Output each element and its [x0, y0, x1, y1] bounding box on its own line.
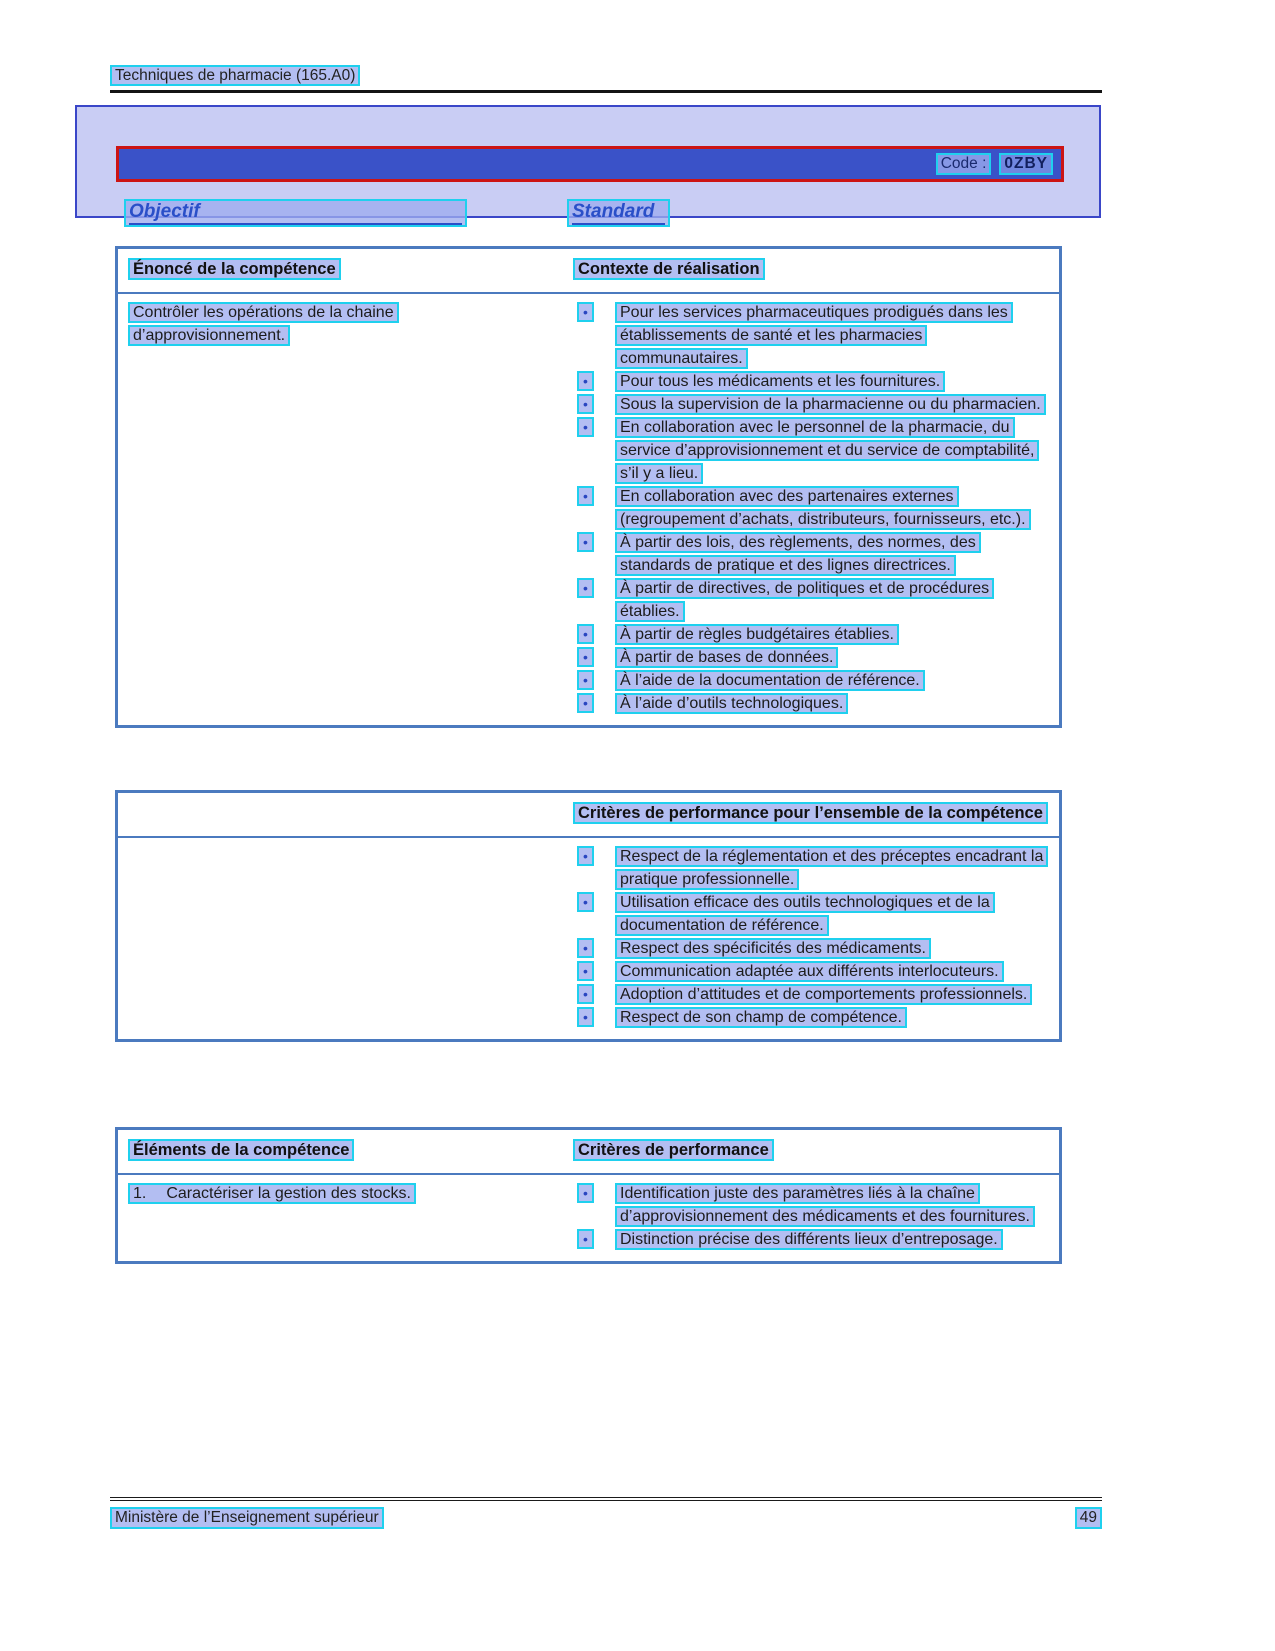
list-item: [573, 577, 1049, 623]
list-item: [573, 891, 1049, 937]
list-item: [573, 937, 1049, 960]
element-item: [128, 1183, 416, 1204]
bullet-text: À partir des lois, des règlements, des normes, des standards de pratique et des lignes directrices.: [615, 532, 981, 576]
bullet-icon: •: [573, 960, 615, 983]
list-item: [573, 692, 1049, 715]
bullet-text: En collaboration avec le personnel de la pharmacie, du service d’approvisionnement et du service de comptabilité, s’il y a lieu.: [615, 417, 1039, 484]
bullet-icon: •: [573, 301, 615, 324]
objectif-heading: Objectif: [129, 201, 462, 225]
table1-header-right: Contexte de réalisation: [573, 258, 765, 280]
bullet-icon: •: [573, 692, 615, 715]
bullet-text: Pour tous les médicaments et les fournitures.: [615, 371, 945, 392]
table2-header-row: [118, 793, 1059, 838]
element-label: Caractériser la gestion des stocks.: [166, 1185, 411, 1202]
page-header-title: Techniques de pharmacie (165.A0): [110, 65, 360, 86]
bullet-icon: •: [573, 983, 615, 1006]
bullet-text: À partir de bases de données.: [615, 647, 838, 668]
list-item: [573, 393, 1049, 416]
bullet-text: Sous la supervision de la pharmacienne ou du pharmacien.: [615, 394, 1046, 415]
standard-heading: Standard: [572, 201, 665, 225]
criteres-bullet-list: [563, 1175, 1059, 1261]
bullet-text: Respect de son champ de compétence.: [615, 1007, 907, 1028]
page-footer: [110, 1497, 1102, 1529]
code-value: 0ZBY: [999, 153, 1053, 175]
bullet-text: À l’aide de la documentation de référence.: [615, 670, 925, 691]
list-item: [573, 1228, 1049, 1251]
title-banner-container: [75, 105, 1101, 222]
competence-statement: Contrôler les opérations de la chaine d’approvisionnement.: [128, 302, 399, 346]
footer-page-number: 49: [1075, 1507, 1102, 1529]
list-item: [573, 669, 1049, 692]
bullet-text: À partir de directives, de politiques et de procédures établies.: [615, 578, 994, 622]
list-item: [573, 370, 1049, 393]
bullet-icon: •: [573, 370, 615, 393]
bullet-icon: •: [573, 393, 615, 416]
bullet-text: Respect des spécificités des médicaments.: [615, 938, 931, 959]
bullet-icon: •: [573, 937, 615, 960]
bullet-icon: •: [573, 669, 615, 692]
bullet-text: Utilisation efficace des outils technologiques et de la documentation de référence.: [615, 892, 995, 936]
list-item: [573, 960, 1049, 983]
list-item: [573, 531, 1049, 577]
bullet-text: Respect de la réglementation et des préceptes encadrant la pratique professionnelle.: [615, 846, 1048, 890]
element-number: 1.: [133, 1185, 147, 1202]
bullet-text: À partir de règles budgétaires établies.: [615, 624, 899, 645]
list-item: [573, 623, 1049, 646]
footer-ministry: Ministère de l’Enseignement supérieur: [110, 1507, 384, 1529]
bullet-icon: •: [573, 623, 615, 646]
header-divider: [110, 90, 1102, 93]
bullet-icon: •: [573, 485, 615, 508]
list-item: [573, 1182, 1049, 1228]
bullet-icon: •: [573, 845, 615, 868]
bullet-text: Adoption d’attitudes et de comportements professionnels.: [615, 984, 1032, 1005]
table1-body-row: [118, 294, 1059, 725]
bullet-text: Identification juste des paramètres liés à la chaîne d’approvisionnement des médicaments et des fournitures.: [615, 1183, 1035, 1227]
table2-header-right: Critères de performance pour l’ensemble de la compétence: [573, 802, 1048, 824]
table3-body-row: [118, 1175, 1059, 1261]
enonce-contexte-table: [115, 246, 1062, 728]
list-item: [573, 1006, 1049, 1029]
contexte-bullet-list: [563, 294, 1059, 725]
objectif-heading-box: [124, 199, 467, 227]
table3-header-left: Éléments de la compétence: [128, 1139, 354, 1161]
table1-header-row: [118, 249, 1059, 294]
table3-header-row: [118, 1130, 1059, 1175]
table1-header-left: Énoncé de la compétence: [128, 258, 341, 280]
list-item: [573, 845, 1049, 891]
bullet-icon: •: [573, 1182, 615, 1205]
bullet-icon: •: [573, 1006, 615, 1029]
title-banner: [116, 146, 1064, 182]
code-label: Code :: [936, 153, 992, 175]
list-item: [573, 485, 1049, 531]
running-header: [110, 66, 360, 86]
bullet-icon: •: [573, 531, 615, 554]
standard-heading-box: [567, 199, 670, 227]
table3-header-right: Critères de performance: [573, 1139, 774, 1161]
bullet-icon: •: [573, 577, 615, 600]
bullet-icon: •: [573, 1228, 615, 1251]
bullet-icon: •: [573, 416, 615, 439]
objectif-standard-row: [124, 199, 670, 227]
bullet-text: Distinction précise des différents lieux d’entreposage.: [615, 1229, 1003, 1250]
bullet-icon: •: [573, 891, 615, 914]
criteres-ensemble-table: [115, 790, 1062, 1042]
list-item: [573, 983, 1049, 1006]
criteres-ensemble-bullet-list: [563, 838, 1059, 1039]
bullet-text: À l’aide d’outils technologiques.: [615, 693, 848, 714]
elements-criteres-table: [115, 1127, 1062, 1264]
bullet-text: Communication adaptée aux différents interlocuteurs.: [615, 961, 1004, 982]
list-item: [573, 646, 1049, 669]
bullet-text: Pour les services pharmaceutiques prodigués dans les établissements de santé et les pharmacies communautaires.: [615, 302, 1013, 369]
list-item: [573, 416, 1049, 485]
table2-body-row: [118, 838, 1059, 1039]
bullet-icon: •: [573, 646, 615, 669]
list-item: [573, 301, 1049, 370]
bullet-text: En collaboration avec des partenaires externes (regroupement d’achats, distributeurs, fournisseurs, etc.).: [615, 486, 1031, 530]
